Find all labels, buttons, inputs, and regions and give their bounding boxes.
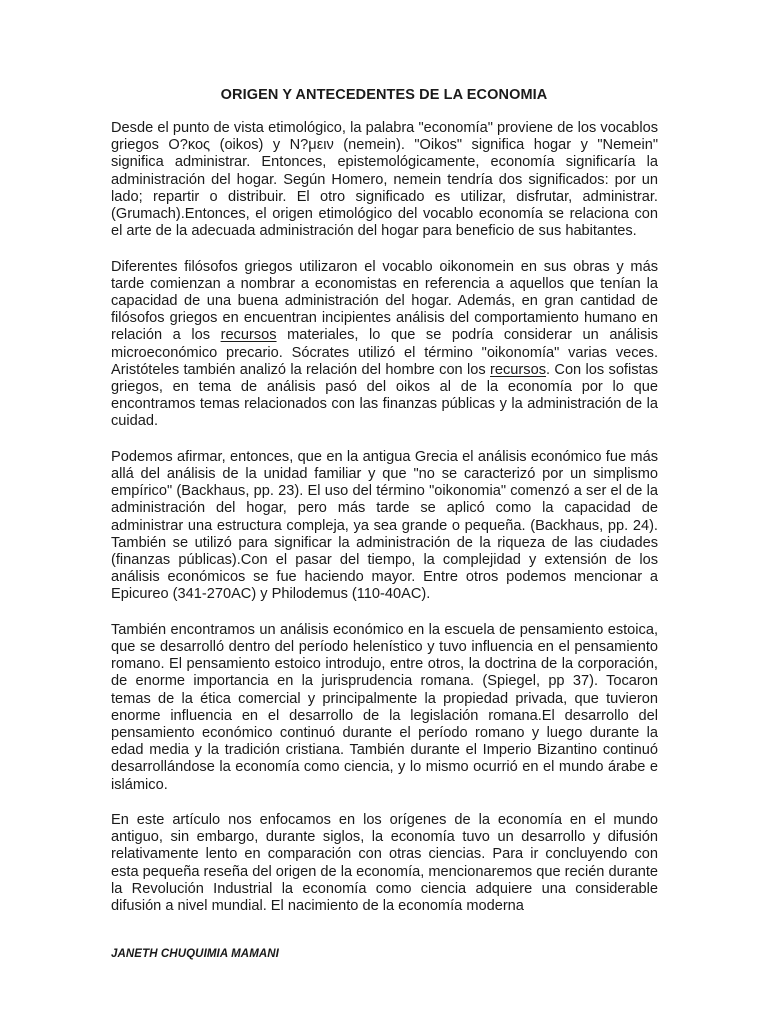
paragraph-text: . Con los sofistas griegos, en tema de análisis pasó del oikos al de la economía por lo que encontramos temas relacionados con las finanzas públicas y la administración de la cuidad. [111, 361, 658, 430]
document-title: ORIGEN Y ANTECEDENTES DE LA ECONOMIA [220, 87, 548, 103]
author-name: JANETH CHUQUIMIA MAMANI [111, 948, 279, 960]
paragraph-text: Diferentes filósofos griegos utilizaron el vocablo oikonomein en sus obras y más tarde comienzan a nombrar a economistas en referencia a aquellos que tenían la capacidad de una buena administración del hogar. Además, en gran cantidad de filósofos griegos en encuentran incipientes análisis del comportamiento humano en relación a los [111, 258, 658, 344]
paragraph-text: materiales, lo que se podría considerar un análisis microeconómico precario. Sócrates utilizó el término "oikonomía" varias veces. Aristóteles también analizó la relación del hombre con los [111, 327, 658, 378]
paragraph-ancient-greece: Podemos afirmar, entonces, que en la antigua Grecia el análisis económico fue más allá del análisis de la unidad familiar y que "no se caracterizó por un simplismo empírico" (Backhaus, pp. 23). El uso del término "oikonomia" comenzó a ser el de la administración del hogar, pero más tarde se aplicó como la capacidad de administrar una estructura compleja, ya sea grande o pequeña. (Backhaus, pp. 24). También se utilizó para significar la administración de la riqueza de las ciudades (finanzas públicas).Con el pasar del tiempo, la complejidad y extensión de los análisis económicos se fue haciendo mayor. Entre otros podemos mencionar a Epicureo (341-270AC) y Philodemus (110-40AC). [111, 448, 658, 603]
recursos-link[interactable]: recursos [220, 327, 277, 344]
paragraph-etymology: Desde el punto de vista etimológico, la palabra "economía" proviene de los vocablos griegos O?κος (oikos) y N?μειν (nemein). "Oikos" significa hogar y "Nemein" significa administrar. Entonces, epistemológicamente, economía significaría la administración del hogar. Según Homero, nemein tendría dos significados: por un lado; repartir o distribuir. El otro significado es utilizar, disfrutar, administrar. (Grumach).Entonces, el origen etimológico del vocablo economía se relaciona con el arte de la adecuada administración del hogar para beneficio de sus habitantes. [111, 120, 658, 240]
paragraph-conclusion: En este artículo nos enfocamos en los orígenes de la economía en el mundo antiguo, sin embargo, durante siglos, la economía tuvo un desarrollo y difusión relativamente lento en comparación con otras ciencias. Para ir concluyendo con esta pequeña reseña del origen de la economía, mencionaremos que recién durante la Revolución Industrial la economía como ciencia adquiere una considerable difusión a nivel mundial. El nacimiento de la economía moderna [111, 812, 658, 915]
recursos-link[interactable]: recursos [490, 361, 546, 378]
paragraph-greek-philosophers [111, 259, 658, 431]
document-body [111, 120, 658, 933]
paragraph-stoic-school: También encontramos un análisis económico en la escuela de pensamiento estoica, que se desarrolló dentro del período helenístico y tuvo influencia en el pensamiento romano. El pensamiento estoico introdujo, entre otros, la doctrina de la corporación, de enorme importancia en la jurisprudencia romana. (Spiegel, pp 37). Tocaron temas de la ética comercial y principalmente la propiedad privada, que tuvieron enorme influencia en el desarrollo de la legislación romana.El desarrollo del pensamiento económico continuó durante el período romano y luego durante la edad media y la tradición cristiana. También durante el Imperio Bizantino continuó desarrollándose la economía como ciencia, y lo mismo ocurrió en el mundo árabe e islámico. [111, 621, 658, 793]
